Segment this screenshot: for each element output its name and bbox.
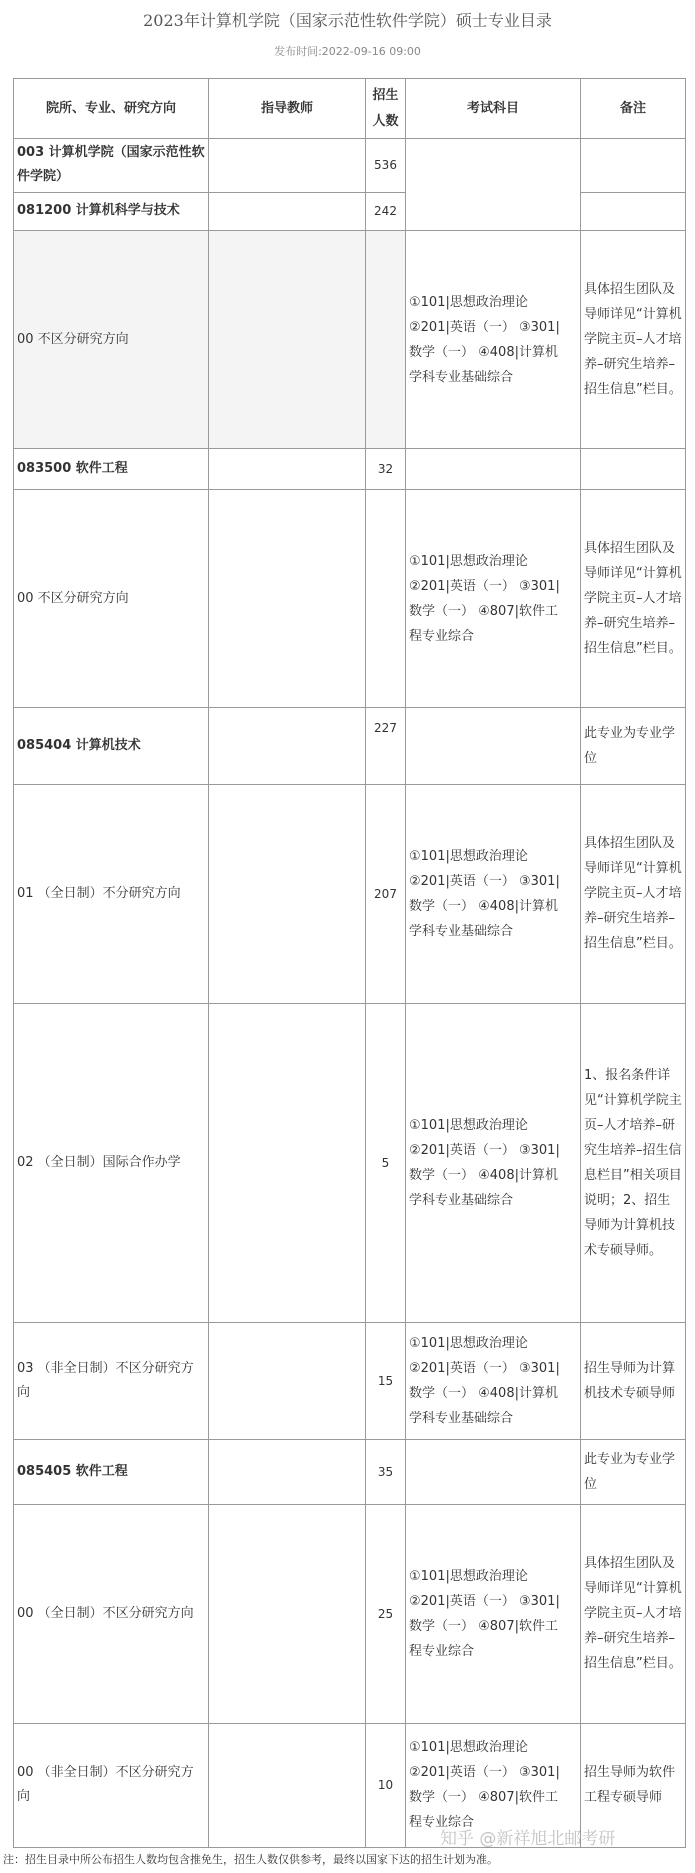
subject-line: 程专业综合 <box>409 1815 475 1831</box>
row-note: 此专业为专业学位 <box>581 1440 686 1505</box>
subject-line: ②201|英语（一） ③301| <box>409 873 560 889</box>
page-title: 2023年计算机学院（国家示范性软件学院）硕士专业目录 <box>143 11 552 30</box>
table-row <box>14 449 686 489</box>
row-subjects <box>406 449 581 489</box>
subject-line: ①101|思想政治理论 <box>409 1568 528 1584</box>
row-count: 15 <box>366 1323 406 1440</box>
row-subjects <box>406 1003 581 1323</box>
subject-line: ①101|思想政治理论 <box>409 553 528 569</box>
row-count: 536 <box>366 139 406 193</box>
row-note <box>581 192 686 230</box>
row-note: 招生导师为软件工程专硕导师 <box>581 1723 686 1847</box>
subject-line: ②201|英语（一） ③301| <box>409 1765 560 1781</box>
row-subjects <box>406 231 581 449</box>
row-subjects <box>406 1440 581 1505</box>
subject-line: 数学（一） ④408|计算机 <box>409 344 558 360</box>
row-advisor <box>209 1323 366 1440</box>
subject-line: ②201|英语（一） ③301| <box>409 319 560 335</box>
row-count <box>366 231 406 449</box>
row-subjects <box>406 708 581 785</box>
subject-line: ①101|思想政治理论 <box>409 1740 528 1756</box>
row-advisor <box>209 785 366 1003</box>
header-notes: 备注 <box>581 79 686 139</box>
row-name: 085404 计算机技术 <box>14 708 209 785</box>
subject-line: 学科专业基础综合 <box>409 1411 514 1427</box>
footnote: 注：招生目录中所公布招生人数均包含推免生，招生人数仅供参考，最终以国家下达的招生计划为准。 <box>3 1853 498 1866</box>
subject-line: ①101|思想政治理论 <box>409 1336 528 1352</box>
row-count: 242 <box>366 192 406 230</box>
row-note: 具体招生团队及导师详见“计算机学院主页–人才培养–研究生培养–招生信息”栏目。 <box>581 785 686 1003</box>
subject-line: 数学（一） ④807|软件工 <box>409 1790 558 1806</box>
row-name: 003 计算机学院（国家示范性软件学院） <box>14 139 209 193</box>
subject-line: 数学（一） ④408|计算机 <box>409 1167 558 1183</box>
subject-line: ①101|思想政治理论 <box>409 294 528 310</box>
table-row <box>14 192 686 230</box>
row-name: 00 （全日制）不区分研究方向 <box>14 1505 209 1723</box>
row-subjects <box>406 785 581 1003</box>
subject-line: 数学（一） ④807|软件工 <box>409 1618 558 1634</box>
subject-line: 数学（一） ④807|软件工 <box>409 603 558 619</box>
row-name: 083500 软件工程 <box>14 449 209 489</box>
row-subjects <box>406 1323 581 1440</box>
table-row <box>14 1440 686 1505</box>
subject-line: ①101|思想政治理论 <box>409 848 528 864</box>
row-count: 32 <box>366 449 406 489</box>
row-subjects <box>406 139 581 231</box>
row-advisor <box>209 449 366 489</box>
row-count: 10 <box>366 1723 406 1847</box>
row-name: 02 （全日制）国际合作办学 <box>14 1003 209 1323</box>
subject-line: ①101|思想政治理论 <box>409 1117 528 1133</box>
table-header-row <box>14 79 686 139</box>
subject-line: 程专业综合 <box>409 1643 475 1659</box>
row-name: 01 （全日制）不分研究方向 <box>14 785 209 1003</box>
row-name: 00 不区分研究方向 <box>14 489 209 707</box>
row-count: 5 <box>366 1003 406 1323</box>
row-name: 081200 计算机科学与技术 <box>14 192 209 230</box>
row-count: 207 <box>366 785 406 1003</box>
header-count: 招生人数 <box>366 79 406 139</box>
row-count: 227 <box>366 708 406 785</box>
table-row <box>14 785 686 1003</box>
row-advisor <box>209 1505 366 1723</box>
row-note: 具体招生团队及导师详见“计算机学院主页–人才培养–研究生培养–招生信息”栏目。 <box>581 489 686 707</box>
subject-line: 数学（一） ④408|计算机 <box>409 1386 558 1402</box>
row-note <box>581 139 686 193</box>
subject-line: 学科专业基础综合 <box>409 923 514 939</box>
catalog-table <box>13 78 686 1848</box>
table-row <box>14 1505 686 1723</box>
row-count: 25 <box>366 1505 406 1723</box>
row-note: 1、报名条件详见“计算机学院主页–人才培养–研究生培养–招生信息栏目”相关项目说明；2、招生导师为计算机技术专硕导师。 <box>581 1003 686 1323</box>
row-subjects <box>406 489 581 707</box>
row-advisor <box>209 1723 366 1847</box>
subject-line: ②201|英语（一） ③301| <box>409 578 560 594</box>
row-name: 00 不区分研究方向 <box>14 231 209 449</box>
subject-line: ②201|英语（一） ③301| <box>409 1593 560 1609</box>
row-count: 35 <box>366 1440 406 1505</box>
header-subjects: 考试科目 <box>406 79 581 139</box>
subject-line: ②201|英语（一） ③301| <box>409 1142 560 1158</box>
row-note <box>581 449 686 489</box>
watermark: 知乎 @新祥旭北邮考研 <box>440 1829 616 1849</box>
subject-line: 学科专业基础综合 <box>409 369 514 385</box>
subject-line: 程专业综合 <box>409 628 475 644</box>
table-row <box>14 1323 686 1440</box>
row-subjects <box>406 1505 581 1723</box>
table-row <box>14 708 686 785</box>
table-row <box>14 1003 686 1323</box>
row-note: 此专业为专业学位 <box>581 708 686 785</box>
table-row <box>14 489 686 707</box>
row-advisor <box>209 139 366 193</box>
row-advisor <box>209 708 366 785</box>
subject-line: 学科专业基础综合 <box>409 1192 514 1208</box>
row-advisor <box>209 192 366 230</box>
row-name: 03 （非全日制）不区分研究方向 <box>14 1323 209 1440</box>
row-note: 招生导师为计算机技术专硕导师 <box>581 1323 686 1440</box>
row-advisor <box>209 1440 366 1505</box>
row-count <box>366 489 406 707</box>
row-note: 具体招生团队及导师详见“计算机学院主页–人才培养–研究生培养–招生信息”栏目。 <box>581 1505 686 1723</box>
row-name: 085405 软件工程 <box>14 1440 209 1505</box>
subject-line: ②201|英语（一） ③301| <box>409 1361 560 1377</box>
header-advisor: 指导教师 <box>209 79 366 139</box>
publish-date: 发布时间:2022-09-16 09:00 <box>274 45 421 58</box>
row-name: 00 （非全日制）不区分研究方向 <box>14 1723 209 1847</box>
row-advisor <box>209 489 366 707</box>
table-row <box>14 231 686 449</box>
row-note: 具体招生团队及导师详见“计算机学院主页–人才培养–研究生培养–招生信息”栏目。 <box>581 231 686 449</box>
header-name: 院所、专业、研究方向 <box>14 79 209 139</box>
table-row <box>14 139 686 193</box>
row-advisor <box>209 231 366 449</box>
subject-line: 数学（一） ④408|计算机 <box>409 898 558 914</box>
row-advisor <box>209 1003 366 1323</box>
